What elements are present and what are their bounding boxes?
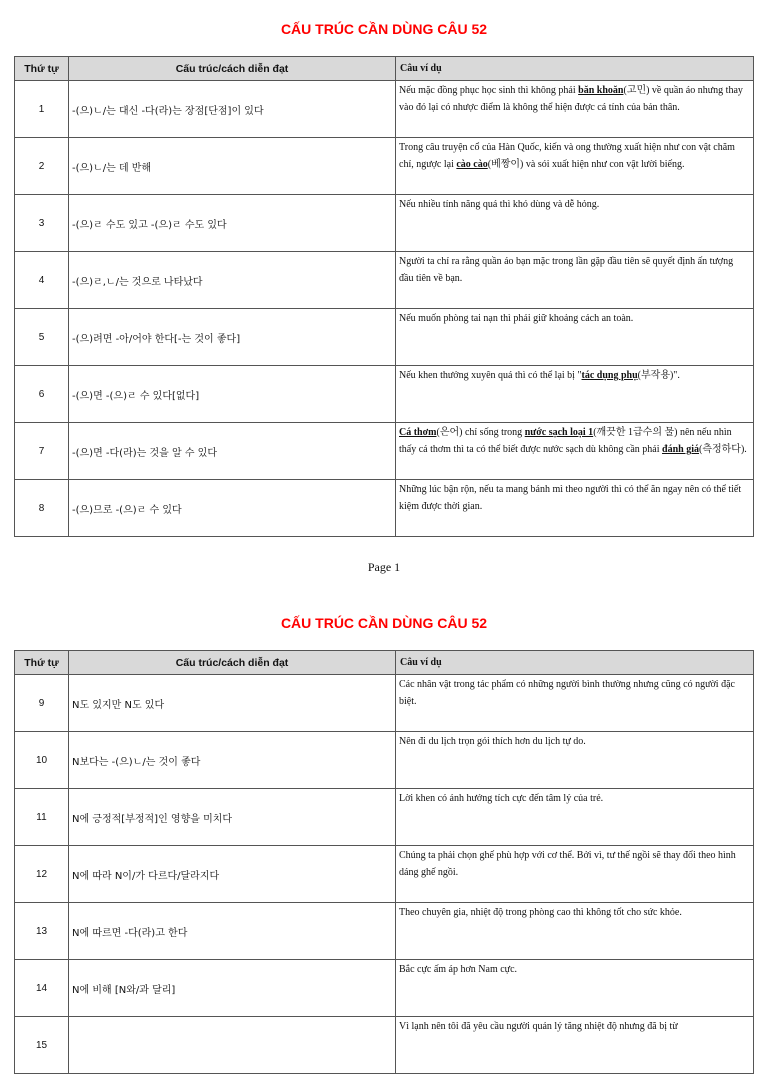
example-sentence [396,423,754,480]
example-text: Những lúc bận rộn, nếu ta mang bánh mì theo người thì có thể ăn ngay nên có thể tiết kiệm được thời gian. [399,484,742,512]
table-row [15,903,754,960]
table-row [15,309,754,366]
row-number: 10 [15,732,69,789]
example-sentence [396,195,754,252]
highlighted-term: cào cào [456,159,488,170]
table-row [15,732,754,789]
grammar-structure: -(으)면 -다(라)는 것을 알 수 있다 [69,423,396,480]
row-number: 15 [15,1017,69,1074]
highlighted-term: đánh giá [662,444,699,455]
table-row [15,846,754,903]
example-text: (고민) về quần áo nhưng thay vào đó lại có nhược điểm là không thể hiện được cá tính của bản thân. [399,85,743,113]
row-number: 3 [15,195,69,252]
table-row [15,675,754,732]
table-row [15,138,754,195]
example-text: Nếu muốn phòng tai nạn thì phải giữ khoảng cách an toàn. [399,313,634,324]
example-text: Nếu nhiều tính năng quá thì khó dùng và dễ hỏng. [399,199,600,210]
row-number: 12 [15,846,69,903]
highlighted-term: tác dụng phụ [581,370,638,381]
grammar-structure: -(으)ㄴ/는 데 반해 [69,138,396,195]
highlighted-term: nước sạch loại 1 [524,427,594,438]
page-number: Page 1 [367,560,401,574]
table-header-row [15,57,754,81]
header-order: Thứ tự [15,651,69,675]
row-number: 7 [15,423,69,480]
example-text: Vì lạnh nên tôi đã yêu cầu người quản lý tăng nhiệt độ nhưng đã bị từ [399,1021,678,1032]
table-row [15,423,754,480]
example-text: Các nhân vật trong tác phẩm có những người bình thường nhưng cũng có người đặc biệt. [399,679,735,707]
example-sentence [396,675,754,732]
example-text: Bắc cực ấm áp hơn Nam cực. [399,964,518,975]
table-row [15,81,754,138]
highlighted-term: Cá thơm [399,427,437,438]
grammar-structure: N에 따라 N이/가 다르다/달라지다 [69,846,396,903]
grammar-structure: N보다는 -(으)ㄴ/는 것이 좋다 [69,732,396,789]
row-number: 1 [15,81,69,138]
row-number: 9 [15,675,69,732]
row-number: 14 [15,960,69,1017]
table-row [15,252,754,309]
example-sentence [396,1017,754,1074]
table-row [15,1017,754,1074]
row-number: 6 [15,366,69,423]
row-number: 8 [15,480,69,537]
header-example: Câu ví dụ [396,651,754,675]
example-sentence [396,480,754,537]
example-text: (은어) chỉ sống trong [436,427,525,438]
grammar-structure: N도 있지만 N도 있다 [69,675,396,732]
example-text: Nếu khen thưởng xuyên quá thì có thể lại bị " [399,370,582,381]
example-sentence [396,960,754,1017]
example-sentence [396,252,754,309]
example-text: Theo chuyên gia, nhiệt độ trong phòng cao thì không tốt cho sức khỏe. [399,907,682,918]
example-text: Trong câu truyện cổ của Hàn Quốc, kiến và ong thường xuất hiện như con vật chăm chỉ, ngược lại [399,142,735,170]
example-text: (깨끗한 1급수의 물) nên nếu nhìn thấy cá thơm thì ta có thể biết được nước sạch dù không cần phải [399,427,732,455]
table-row [15,960,754,1017]
header-structure: Cấu trúc/cách diễn đạt [69,651,396,675]
grammar-structure: -(으)므로 -(으)ㄹ 수 있다 [69,480,396,537]
example-sentence [396,366,754,423]
grammar-structure: -(으)ㄴ/는 대신 -다(라)는 장점[단점]이 있다 [69,81,396,138]
grammar-structure [69,1017,396,1074]
row-number: 13 [15,903,69,960]
header-order: Thứ tự [15,57,69,81]
example-text: Nếu mặc đồng phục học sinh thì không phải [399,85,579,96]
row-number: 4 [15,252,69,309]
example-text: Lời khen có ảnh hưởng tích cực đến tâm lý của trẻ. [399,793,604,804]
header-structure: Cấu trúc/cách diễn đạt [69,57,396,81]
example-sentence [396,732,754,789]
example-sentence [396,846,754,903]
grammar-structure: -(으)면 -(으)ㄹ 수 있다[없다] [69,366,396,423]
example-sentence [396,903,754,960]
grammar-structure: N에 긍정적[부정적]인 영향을 미치다 [69,789,396,846]
grammar-structure: -(으)ㄹ,ㄴ/는 것으로 나타났다 [69,252,396,309]
grammar-structure: N에 따르면 -다(라)고 한다 [69,903,396,960]
table-row [15,366,754,423]
example-sentence [396,789,754,846]
example-text: (베짱이) và sói xuất hiện như con vật lười biếng. [487,159,685,170]
table-row [15,195,754,252]
structure-table [14,650,754,1074]
page-title: CẤU TRÚC CẦN DÙNG CÂU 52 [280,21,488,37]
structure-table [14,56,754,537]
example-text: (부작용)". [637,370,680,381]
table-header-row [15,651,754,675]
example-sentence [396,138,754,195]
example-text: Nên đi du lịch trọn gói thích hơn du lịch tự do. [399,736,586,747]
header-example: Câu ví dụ [396,57,754,81]
table-row [15,480,754,537]
row-number: 5 [15,309,69,366]
row-number: 2 [15,138,69,195]
row-number: 11 [15,789,69,846]
grammar-structure: N에 비해 [N와/과 달리] [69,960,396,1017]
example-text: (측정하다). [699,444,747,455]
page-title: CẤU TRÚC CẦN DÙNG CÂU 52 [280,615,488,631]
highlighted-term: băn khoăn [578,85,624,96]
table-row [15,789,754,846]
example-text: Chúng ta phải chọn ghế phù hợp với cơ thể. Bởi vì, tư thế ngồi sẽ thay đổi theo hình dáng ghế ngồi. [399,850,736,878]
example-sentence [396,81,754,138]
grammar-structure: -(으)려면 -아/어야 한다[-는 것이 좋다] [69,309,396,366]
grammar-structure: -(으)ㄹ 수도 있고 -(으)ㄹ 수도 있다 [69,195,396,252]
example-sentence [396,309,754,366]
example-text: Người ta chỉ ra rằng quần áo bạn mặc trong lần gặp đầu tiên sẽ quyết định ấn tượng đầu tiên về bạn. [399,256,734,284]
